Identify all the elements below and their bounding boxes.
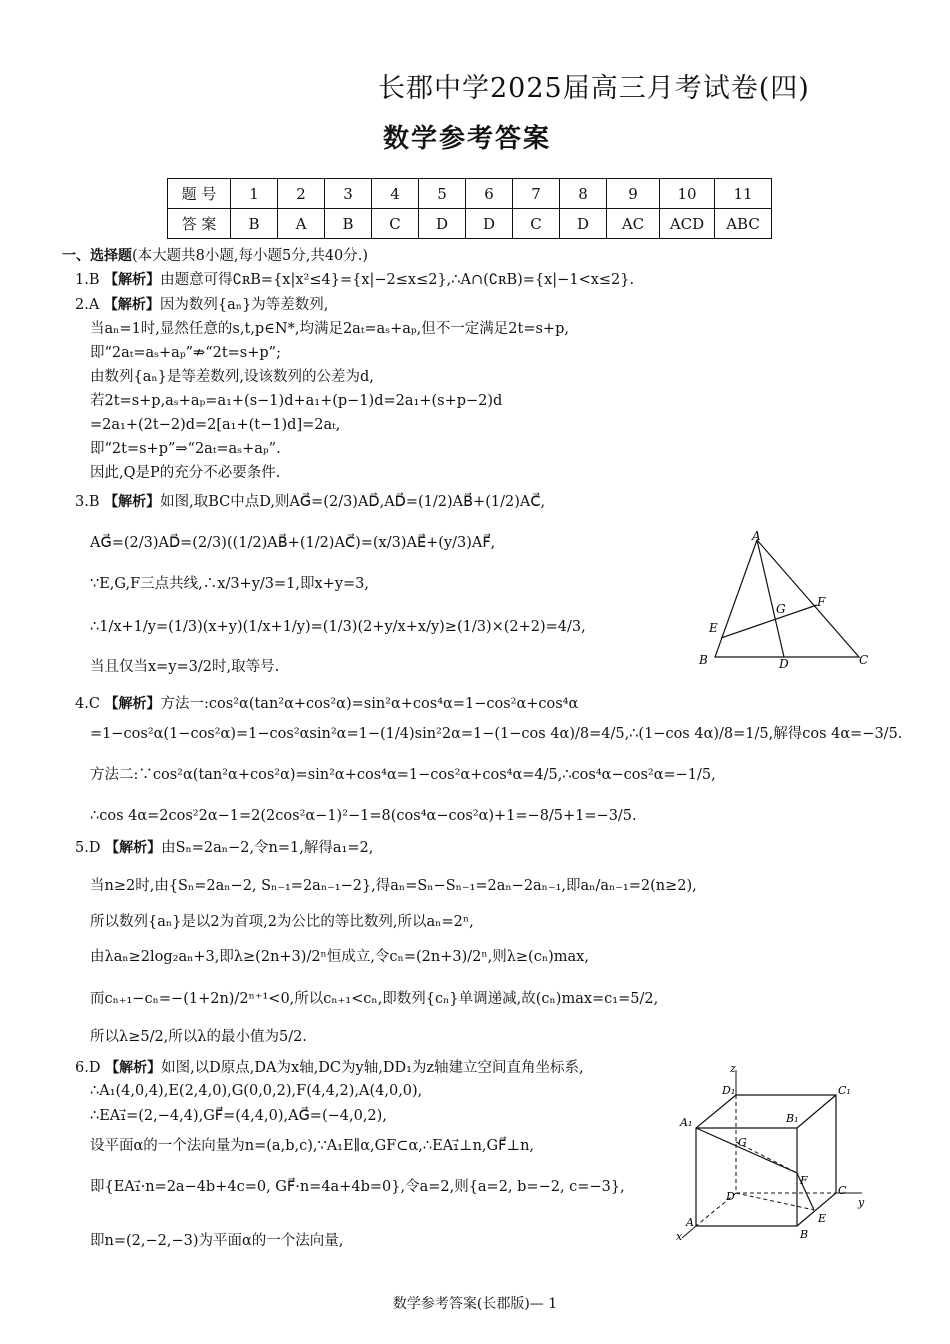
label-E: E: [709, 621, 718, 635]
page-footer: 数学参考答案(长郡版)— 1: [392, 1296, 558, 1312]
label-D1: D₁: [722, 1084, 736, 1097]
label-F: F: [817, 595, 826, 609]
table-cell: A: [278, 209, 325, 239]
answer-table: [167, 178, 772, 239]
solution-line: 即“2aₜ=aₛ+aₚ”⇏“2t=s+p”;: [90, 345, 281, 361]
analysis-tag: 【解析】: [105, 1060, 162, 1076]
solution-line: 所以λ≥5/2,所以λ的最小值为5/2.: [90, 1029, 307, 1045]
answer-subtitle: 数学参考答案: [383, 124, 552, 154]
label-A1: A₁: [680, 1116, 693, 1129]
section-heading: [62, 246, 368, 266]
exam-title: 长郡中学2025届高三月考试卷(四): [378, 73, 810, 104]
solution-line: 所以数列{aₙ}是以2为首项,2为公比的等比数列,所以aₙ=2ⁿ,: [90, 914, 474, 930]
label-G: G: [738, 1136, 747, 1149]
solution-line: 5.D 【解析】由Sₙ=2aₙ−2,令n=1,解得a₁=2,: [75, 840, 374, 856]
analysis-tag: 【解析】: [105, 840, 162, 856]
solution-line: 即{EA₁⃗·n=2a−4b+4c=0, GF⃗·n=4a+4b=0},令a=2,则{a=2, b=−2, c=−3},: [90, 1179, 625, 1195]
solution-line: ∴EA₁⃗=(2,−4,4),GF⃗=(4,4,0),AG⃗=(−4,0,2),: [90, 1108, 387, 1124]
label-F: F: [800, 1174, 808, 1187]
solution-line: 由数列{aₙ}是等差数列,设该数列的公差为d,: [90, 369, 374, 385]
solution-line: ∴1/x+1/y=(1/3)(x+y)(1/x+1/y)=(1/3)(2+y/x+x/y)≥(1/3)×(2+2)=4/3,: [90, 619, 586, 635]
solution-line: =1−cos²α(1−cos²α)=1−cos²αsin²α=1−(1/4)sin²2α=1−(1−cos 4α)/8=4/5,∴(1−cos 4α)/8=1/5,解得cos 4α=−3/5.: [90, 726, 903, 742]
label-B1: B₁: [786, 1112, 799, 1125]
table-cell: 4: [372, 179, 419, 209]
table-cell: C: [513, 209, 560, 239]
solution-line: 即“2t=s+p”⇒“2aₜ=aₛ+aₚ”.: [90, 441, 281, 457]
solution-line: 方法二:∵cos²α(tan²α+cos²α)=sin²α+cos⁴α=1−cos²α+cos⁴α=4/5,∴cos⁴α−cos²α=−1/5,: [90, 767, 716, 783]
solution-line: 4.C 【解析】方法一:cos²α(tan²α+cos²α)=sin²α+cos⁴α=1−cos²α+cos⁴α: [75, 696, 579, 712]
table-cell: 6: [466, 179, 513, 209]
table-cell: 1: [231, 179, 278, 209]
solution-line: 当aₙ=1时,显然任意的s,t,p∈N*,均满足2aₜ=aₛ+aₚ,但不一定满足2t=s+p,: [90, 321, 569, 337]
label-G: G: [776, 602, 786, 616]
label-D: D: [779, 657, 789, 671]
solution-line: 3.B 【解析】如图,取BC中点D,则AG⃗=(2/3)AD⃗,AD⃗=(1/2)AB⃗+(1/2)AC⃗,: [75, 494, 546, 510]
solution-line: ∵E,G,F三点共线,∴x/3+y/3=1,即x+y=3,: [90, 576, 369, 592]
solution-line: 若2t=s+p,aₛ+aₚ=a₁+(s−1)d+a₁+(p−1)d=2a₁+(s+p−2)d: [90, 393, 503, 409]
solution-line: =2a₁+(2t−2)d=2[a₁+(t−1)d]=2aₜ,: [90, 417, 341, 433]
label-A: A: [686, 1216, 694, 1229]
table-cell: ABC: [715, 209, 772, 239]
analysis-tag: 【解析】: [104, 272, 161, 288]
section-title: 一、选择题: [62, 248, 132, 264]
label-B: B: [800, 1228, 809, 1241]
solution-line: 由λaₙ≥2log₂aₙ+3,即λ≥(2n+3)/2ⁿ恒成立,令cₙ=(2n+3)/2ⁿ,则λ≥(cₙ)max,: [90, 949, 589, 965]
label-y: y: [858, 1196, 865, 1209]
label-E: E: [818, 1212, 827, 1225]
table-row-answers: [168, 209, 772, 239]
table-cell: D: [466, 209, 513, 239]
solution-line: 6.D 【解析】如图,以D原点,DA为x轴,DC为y轴,DD₁为z轴建立空间直角坐标系,: [75, 1060, 584, 1076]
table-cell: D: [560, 209, 607, 239]
table-cell: D: [419, 209, 466, 239]
solution-line: 而cₙ₊₁−cₙ=−(1+2n)/2ⁿ⁺¹<0,所以cₙ₊₁<cₙ,即数列{cₙ}单调递减,故(cₙ)max=c₁=5/2,: [90, 991, 659, 1007]
table-cell: ACD: [660, 209, 715, 239]
table-cell: AC: [607, 209, 660, 239]
table-cell: 9: [607, 179, 660, 209]
solution-line: 2.A 【解析】因为数列{aₙ}为等差数列,: [75, 297, 329, 313]
solution-line: ∴A₁(4,0,4),E(2,4,0),G(0,0,2),F(4,4,2),A(4,0,0),: [90, 1083, 423, 1099]
table-cell: 3: [325, 179, 372, 209]
table-cell: 8: [560, 179, 607, 209]
label-C: C: [838, 1184, 847, 1197]
row-label: 题 号: [168, 179, 231, 209]
cube-figure: [672, 1058, 872, 1243]
table-cell: 10: [660, 179, 715, 209]
table-cell: C: [372, 209, 419, 239]
section-note: (本大题共8小题,每小题5分,共40分.): [132, 248, 369, 264]
table-cell: 11: [715, 179, 772, 209]
solution-line: 当n≥2时,由{Sₙ=2aₙ−2, Sₙ₋₁=2aₙ₋₁−2},得aₙ=Sₙ−Sₙ₋₁=2aₙ−2aₙ₋₁,即aₙ/aₙ₋₁=2(n≥2),: [90, 878, 697, 894]
analysis-tag: 【解析】: [104, 696, 161, 712]
row-label: 答 案: [168, 209, 231, 239]
solution-line: 即n=(2,−2,−3)为平面α的一个法向量,: [90, 1233, 344, 1249]
triangle-figure: [695, 528, 880, 678]
table-cell: B: [325, 209, 372, 239]
solution-line: 因此,Q是P的充分不必要条件.: [90, 465, 281, 481]
solution-line: 当且仅当x=y=3/2时,取等号.: [90, 659, 280, 675]
label-C1: C₁: [838, 1084, 851, 1097]
label-D: D: [726, 1190, 735, 1203]
table-cell: 5: [419, 179, 466, 209]
table-cell: B: [231, 209, 278, 239]
solution-line: 设平面α的一个法向量为n=(a,b,c),∵A₁E∥α,GF⊂α,∴EA₁⃗⊥n,GF⃗⊥n,: [90, 1138, 535, 1154]
solution-line: AG⃗=(2/3)AD⃗=(2/3)((1/2)AB⃗+(1/2)AC⃗)=(x/3)AE⃗+(y/3)AF⃗,: [90, 535, 496, 551]
label-x: x: [676, 1230, 683, 1243]
solution-line: ∴cos 4α=2cos²2α−1=2(2cos²α−1)²−1=8(cos⁴α−cos²α)+1=−8/5+1=−3/5.: [90, 808, 637, 824]
solution-line: 1.B 【解析】由题意可得∁ʀB={x|x²≤4}={x|−2≤x≤2},∴A∩(∁ʀB)={x|−1<x≤2}.: [75, 272, 635, 288]
label-z: z: [730, 1062, 736, 1075]
label-C: C: [859, 653, 869, 667]
label-B: B: [699, 653, 708, 667]
table-row-numbers: [168, 179, 772, 209]
label-A: A: [752, 529, 761, 543]
analysis-tag: 【解析】: [104, 494, 161, 510]
table-cell: 7: [513, 179, 560, 209]
analysis-tag: 【解析】: [103, 297, 160, 313]
table-cell: 2: [278, 179, 325, 209]
